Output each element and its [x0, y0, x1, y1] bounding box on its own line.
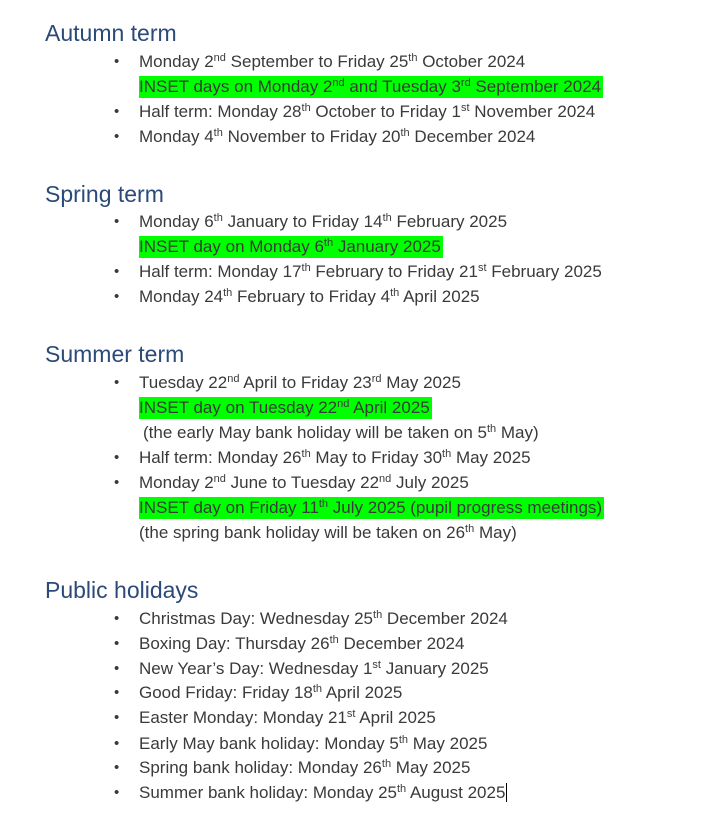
ordinal-suffix: st — [477, 262, 487, 275]
ordinal-suffix: th — [465, 523, 475, 536]
line-text: December 2024 — [382, 609, 508, 628]
line-text: Monday 4 — [139, 127, 214, 146]
line-text: January to Friday 14 — [222, 212, 383, 231]
line-text: January 2025 — [380, 659, 489, 678]
line-text: July 2025 (pupil progress meetings) — [328, 498, 603, 517]
heading-public-holidays: Public holidays — [45, 577, 199, 603]
line-text: January 2025 — [333, 237, 441, 256]
line-text: September 2024 — [470, 77, 602, 96]
line-text: INSET day on Tuesday 22 — [139, 398, 338, 417]
line-text: February 2025 — [391, 212, 508, 231]
ordinal-suffix: th — [390, 287, 400, 300]
line-text: Half term: Monday 28 — [139, 102, 302, 121]
inset-note — [139, 236, 443, 258]
line-text: Spring bank holiday: Monday 26 — [139, 758, 382, 777]
ordinal-suffix: th — [213, 212, 223, 225]
list-item — [139, 101, 595, 123]
ordinal-suffix: th — [381, 758, 392, 771]
ordinal-suffix: th — [408, 52, 418, 65]
line-text: INSET day on Monday 6 — [139, 237, 324, 256]
line-text: Christmas Day: Wednesday 25 — [139, 609, 374, 628]
line-text: June to Tuesday 22 — [225, 473, 380, 492]
heading-autumn-term: Autumn term — [45, 20, 177, 46]
line-text: February 2025 — [486, 262, 602, 281]
inset-note — [139, 76, 603, 98]
ordinal-suffix: th — [329, 634, 339, 647]
line-text: Early May bank holiday: Monday 5 — [139, 734, 399, 753]
ordinal-suffix: rd — [460, 77, 471, 90]
line-text: Monday 2 — [139, 473, 214, 492]
ordinal-suffix: st — [372, 659, 381, 672]
line-text: April 2025 — [355, 708, 436, 727]
line-text: July 2025 — [391, 473, 469, 492]
ordinal-suffix: th — [396, 783, 407, 796]
line-text: April to Friday 23 — [239, 373, 372, 392]
ordinal-suffix: th — [398, 734, 409, 747]
line-text: December 2024 — [338, 634, 465, 653]
list-item — [139, 782, 507, 804]
line-text: May 2025 — [408, 734, 488, 753]
ordinal-suffix: th — [301, 262, 311, 275]
ordinal-suffix: rd — [371, 373, 382, 386]
line-text: April 2025 — [399, 287, 480, 306]
line-text: October to Friday 1 — [310, 102, 461, 121]
list-item — [139, 211, 507, 233]
ordinal-suffix: nd — [213, 473, 226, 486]
list-item — [139, 658, 489, 680]
ordinal-suffix: th — [400, 127, 410, 140]
list-item — [139, 472, 469, 494]
line-text: April 2025 — [322, 683, 403, 702]
line-text: INSET day on Friday 11 — [139, 498, 319, 517]
list-item — [139, 682, 402, 704]
line-text: New Year’s Day: Wednesday 1 — [139, 659, 373, 678]
list-item — [139, 126, 535, 148]
list-item — [139, 733, 487, 755]
ordinal-suffix: th — [323, 237, 334, 250]
ordinal-suffix: nd — [379, 473, 392, 486]
line-text: (the spring bank holiday will be taken on 26 — [139, 523, 466, 542]
line-text: Monday 2 — [139, 52, 214, 71]
ordinal-suffix: nd — [227, 373, 240, 386]
ordinal-suffix: th — [442, 448, 452, 461]
ordinal-suffix: th — [318, 498, 329, 511]
list-item — [139, 608, 508, 630]
line-text: Half term: Monday 26 — [139, 448, 302, 467]
ordinal-suffix: th — [223, 287, 233, 300]
list-item — [139, 633, 464, 655]
ordinal-suffix: th — [486, 423, 497, 436]
bank-holiday-note — [143, 422, 539, 444]
line-text: Boxing Day: Thursday 26 — [139, 634, 330, 653]
line-text: Easter Monday: Monday 21 — [139, 708, 347, 727]
list-item — [139, 286, 480, 308]
line-text: Monday 6 — [139, 212, 214, 231]
line-text: May 2025 — [381, 373, 461, 392]
ordinal-suffix: th — [301, 448, 311, 461]
ordinal-suffix: th — [373, 609, 383, 622]
line-text: Tuesday 22 — [139, 373, 228, 392]
ordinal-suffix: st — [460, 102, 470, 115]
inset-note — [139, 497, 604, 519]
heading-spring-term: Spring term — [45, 181, 164, 207]
ordinal-suffix: nd — [337, 398, 350, 411]
line-text: November 2024 — [469, 102, 596, 121]
line-text: INSET days on Monday 2 — [139, 77, 333, 96]
line-text: Summer bank holiday: Monday 25 — [139, 783, 397, 802]
line-text: February to Friday 4 — [232, 287, 391, 306]
line-text: September to Friday 25 — [225, 52, 409, 71]
ordinal-suffix: st — [346, 708, 356, 721]
list-item — [139, 757, 470, 779]
line-text: May 2025 — [391, 758, 471, 777]
line-text: (the early May bank holiday will be taken on 5 — [143, 423, 487, 442]
inset-note — [139, 397, 432, 419]
line-text: November to Friday 20 — [222, 127, 401, 146]
line-text: May 2025 — [451, 448, 531, 467]
ordinal-suffix: th — [301, 102, 311, 115]
line-text: May) — [496, 423, 539, 442]
line-text: December 2024 — [409, 127, 536, 146]
ordinal-suffix: th — [382, 212, 392, 225]
list-item — [139, 372, 461, 394]
bank-holiday-note — [139, 522, 517, 544]
list-item — [139, 447, 531, 469]
line-text: August 2025 — [406, 783, 506, 802]
text-cursor — [506, 783, 507, 802]
line-text: Good Friday: Friday 18 — [139, 683, 313, 702]
ordinal-suffix: th — [213, 127, 223, 140]
list-item — [139, 261, 602, 283]
heading-summer-term: Summer term — [45, 341, 185, 367]
line-text: May to Friday 30 — [310, 448, 443, 467]
line-text: February to Friday 21 — [310, 262, 478, 281]
line-text: April 2025 — [349, 398, 430, 417]
ordinal-suffix: th — [312, 683, 323, 696]
list-item — [139, 707, 436, 729]
ordinal-suffix: nd — [213, 52, 226, 65]
line-text: and Tuesday 3 — [344, 77, 461, 96]
list-item — [139, 51, 525, 73]
line-text: October 2024 — [417, 52, 526, 71]
ordinal-suffix: nd — [332, 77, 345, 90]
line-text: Monday 24 — [139, 287, 224, 306]
line-text: May) — [474, 523, 517, 542]
line-text: Half term: Monday 17 — [139, 262, 302, 281]
